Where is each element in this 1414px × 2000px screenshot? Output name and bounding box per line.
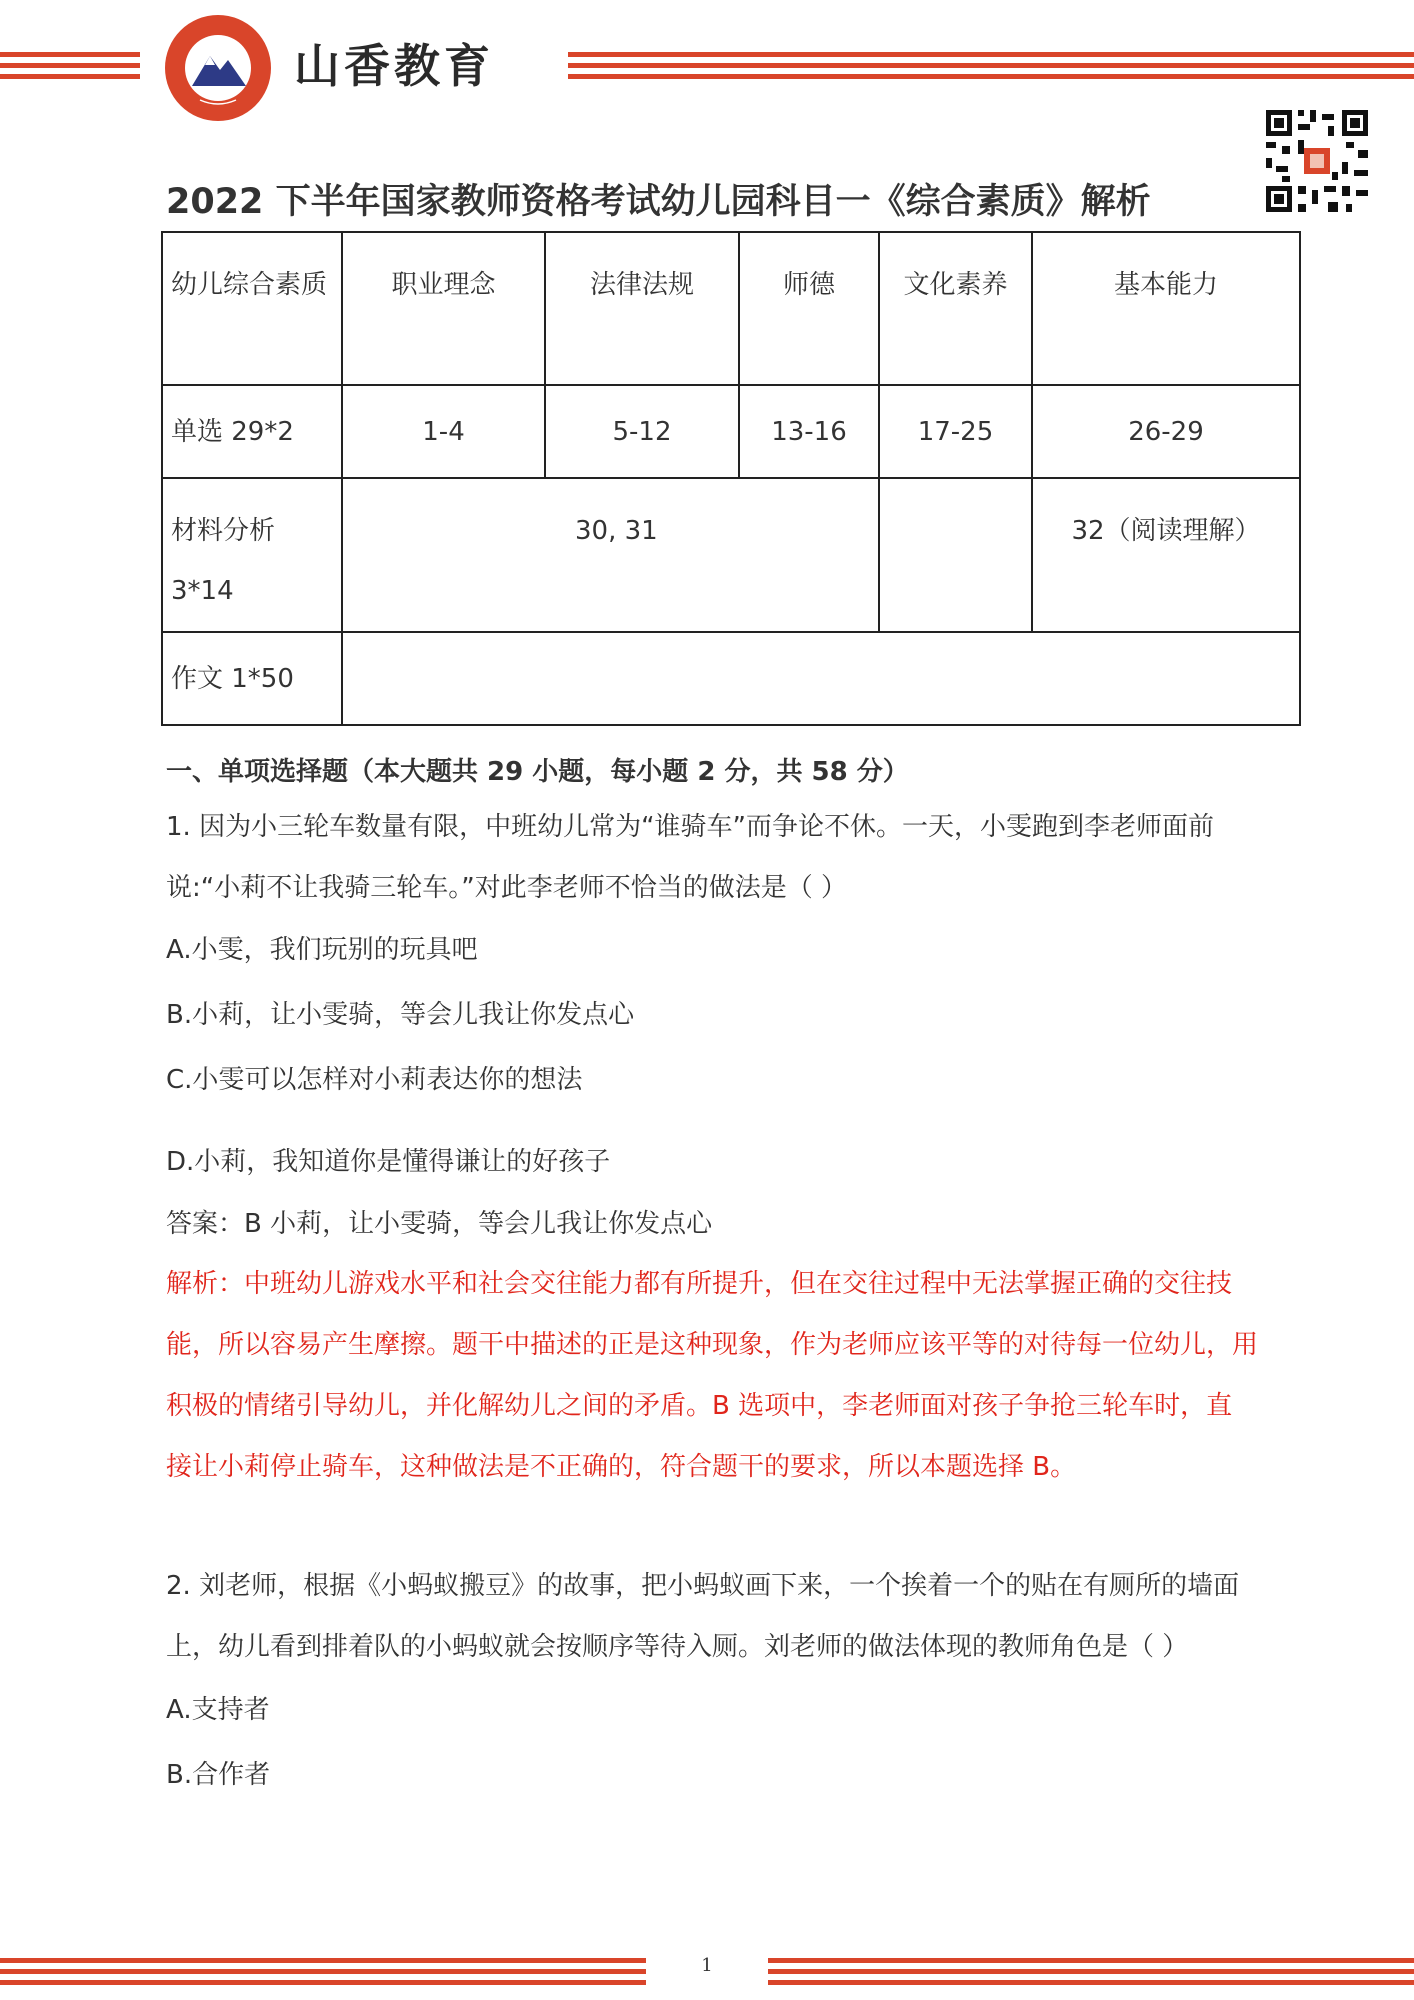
brand-logo (164, 14, 272, 122)
question-1-analysis: 解析：中班幼儿游戏水平和社会交往能力都有所提升，但在交往过程中无法掌握正确的交往技能，所以容易产生摩擦。题干中描述的正是这种现象，作为老师应该平等的对待每一位幼儿，用积极的情绪引导幼儿，并化解幼儿之间的矛盾。B 选项中，李老师面对孩子争抢三轮车时，直接让小莉停止骑车，这种做法是不正确的，符合题干的要求，所以本题选择 B。 (166, 1269, 1259, 1482)
table-cell: 26-29 (1032, 385, 1300, 478)
table-cell (879, 478, 1032, 632)
table-cell: 1-4 (342, 385, 545, 478)
row-label: 材料分析 3*14 (162, 478, 342, 632)
table-row (162, 632, 1300, 725)
exam-structure-table (161, 231, 1301, 726)
table-row (162, 478, 1300, 632)
page-number: 1 (701, 1955, 713, 1976)
question-2-option-a: A.支持者 (166, 1695, 270, 1725)
table-row (162, 385, 1300, 478)
question-1-option-c: C.小雯可以怎样对小莉表达你的想法 (166, 1065, 583, 1095)
column-header: 师德 (739, 232, 879, 385)
table-cell: 5-12 (545, 385, 739, 478)
question-2-stem: 2. 刘老师，根据《小蚂蚁搬豆》的故事，把小蚂蚁画下来，一个挨着一个的贴在有厕所的墙面上，幼儿看到排着队的小蚂蚁就会按顺序等待入厕。刘老师的做法体现的教师角色是（ ） (166, 1571, 1240, 1662)
table-cell: 32（阅读理解） (1032, 478, 1300, 632)
header-stripes-right (568, 52, 1414, 79)
footer-stripes-right (768, 1958, 1414, 1985)
table-cell: 17-25 (879, 385, 1032, 478)
column-header: 职业理念 (342, 232, 545, 385)
header-stripes-left (0, 52, 140, 79)
table-cell: 30, 31 (342, 478, 879, 632)
question-2-option-b: B.合作者 (166, 1760, 271, 1790)
question-1-option-b: B.小莉，让小雯骑，等会儿我让你发点心 (166, 1000, 635, 1030)
question-1-option-a: A.小雯，我们玩别的玩具吧 (166, 935, 478, 965)
table-row (162, 232, 1300, 385)
table-cell (342, 632, 1300, 725)
table-cell: 13-16 (739, 385, 879, 478)
column-header: 文化素养 (879, 232, 1032, 385)
section-title: 一、单项选择题（本大题共 29 小题，每小题 2 分，共 58 分） (166, 757, 909, 787)
question-1-stem: 1. 因为小三轮车数量有限，中班幼儿常为“谁骑车”而争论不休。一天，小雯跑到李老师面前说:“小莉不让我骑三轮车。”对此李老师不恰当的做法是（ ） (166, 812, 1215, 903)
column-header: 基本能力 (1032, 232, 1300, 385)
row-header-label: 幼儿综合素质 (162, 232, 342, 385)
footer-stripes-left (0, 1958, 646, 1985)
page-title: 2022 下半年国家教师资格考试幼儿园科目一《综合素质》解析 (166, 182, 1151, 222)
question-1-option-d: D.小莉，我知道你是懂得谦让的好孩子 (166, 1147, 611, 1177)
row-label: 单选 29*2 (162, 385, 342, 478)
row-label: 作文 1*50 (162, 632, 342, 725)
column-header: 法律法规 (545, 232, 739, 385)
qr-code-icon[interactable] (1262, 106, 1372, 216)
question-1-answer: 答案：B 小莉，让小雯骑，等会儿我让你发点心 (166, 1209, 713, 1239)
brand-name: 山香教育 (294, 39, 494, 93)
